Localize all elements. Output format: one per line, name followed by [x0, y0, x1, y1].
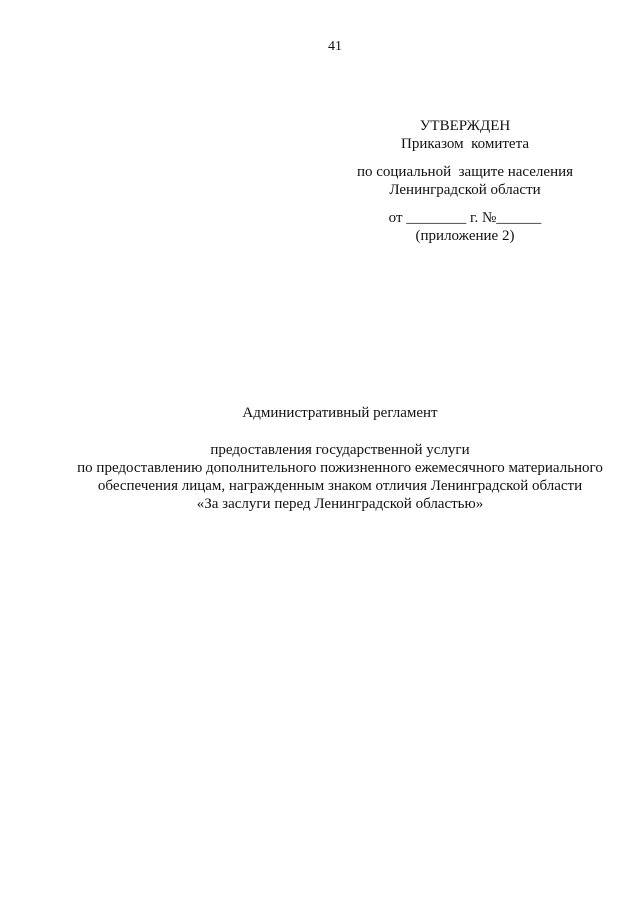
regulation-subtitle-line1: предоставления государственной услуги [210, 442, 470, 458]
order-date-number: от ________ г. №______ [388, 210, 542, 226]
page-number: 41 [328, 39, 342, 54]
regulation-subtitle-line3: обеспечения лицам, награжденным знаком отличия Ленинградской области [97, 478, 583, 494]
regulation-subtitle-line2: по предоставлению дополнительного пожизненного ежемесячного материального [77, 460, 603, 476]
regulation-subtitle-line4: «За заслуги перед Ленинградской областью» [196, 496, 484, 512]
committee-name-line2: Ленинградской области [389, 182, 541, 198]
regulation-heading: Административный регламент [242, 405, 438, 421]
order-of-committee: Приказом комитета [401, 136, 529, 152]
approved-label: УТВЕРЖДЕН [419, 118, 511, 134]
appendix-label: (приложение 2) [415, 228, 515, 244]
committee-name-line1: по социальной защите населения [356, 164, 574, 180]
